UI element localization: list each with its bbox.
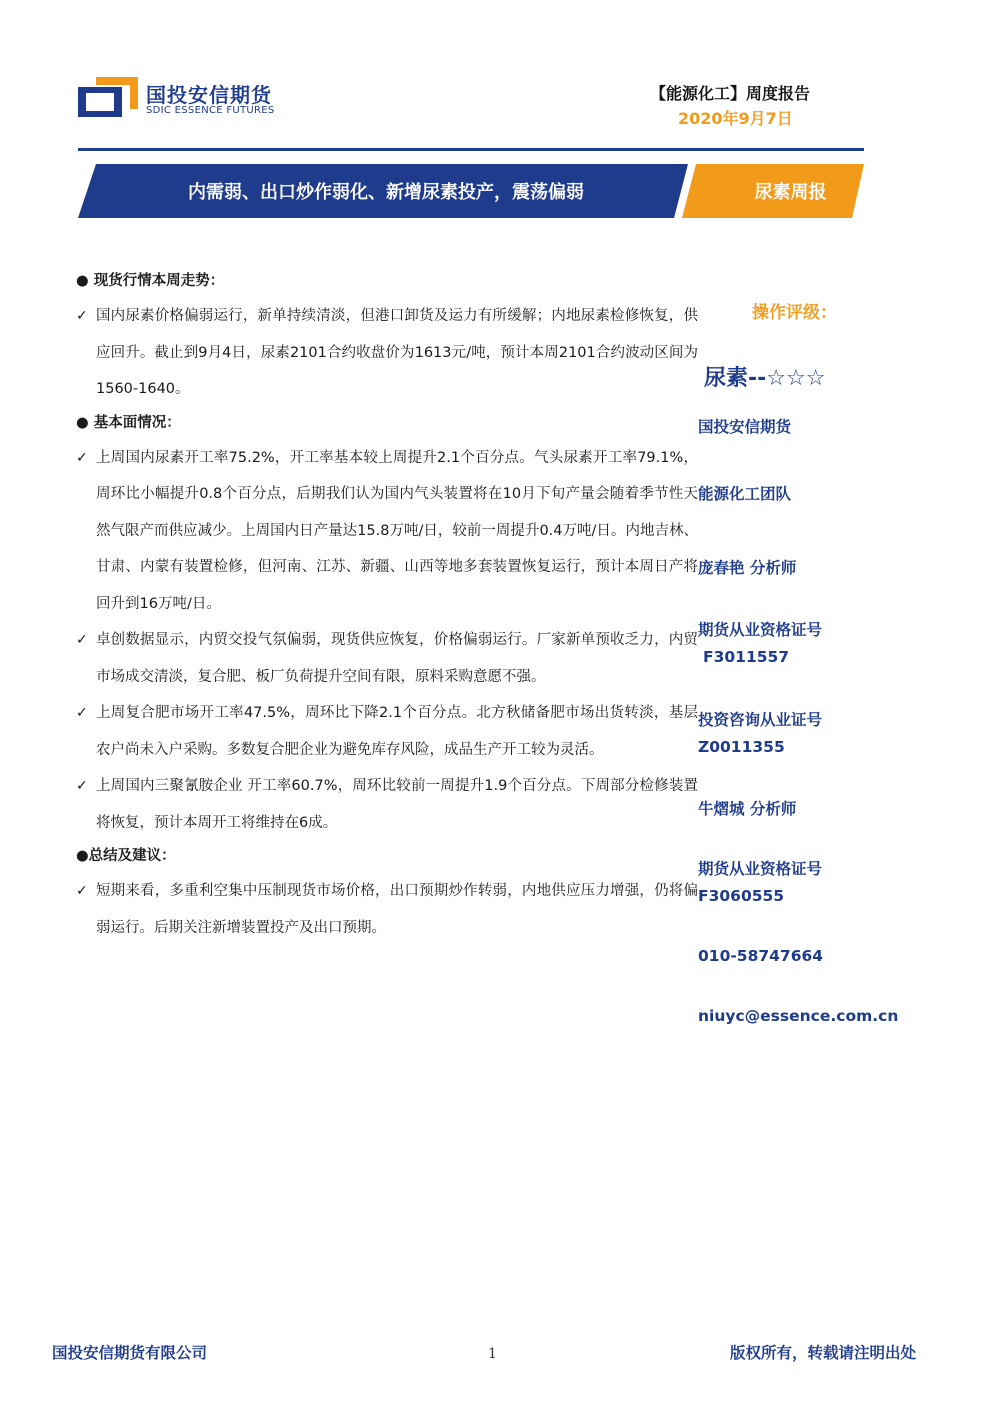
banner-tag: 尿素周报 xyxy=(754,182,827,203)
title-banner xyxy=(78,164,864,218)
check-mark-icon: ✓ xyxy=(76,308,88,324)
check-mark-icon: ✓ xyxy=(76,778,88,794)
cert-label: 期货从业资格证号 xyxy=(698,621,823,639)
section-heading: ● 现货行情本周走势： xyxy=(76,273,225,289)
list-item xyxy=(76,873,698,946)
report-type: 【能源化工】周度报告 xyxy=(650,84,811,103)
analyst-name: 牛熠城 分析师 xyxy=(698,800,797,818)
check-mark-icon: ✓ xyxy=(76,883,88,899)
logo-text-en: SDIC ESSENCE FUTURES xyxy=(146,105,275,116)
banner-title: 内需弱、出口炒作弱化、新增尿素投产，震荡偏弱 xyxy=(188,182,584,203)
company-logo xyxy=(78,73,308,123)
sidebar-company: 国投安信期货 xyxy=(698,418,792,436)
contact-email[interactable]: niuyc@essence.com.cn xyxy=(698,1007,899,1025)
report-body xyxy=(76,268,698,946)
section-heading: ●总结及建议： xyxy=(76,848,176,864)
list-item xyxy=(76,622,698,695)
list-item xyxy=(76,298,698,408)
cert-number: F3011557 xyxy=(703,648,790,666)
footer-company: 国投安信期货有限公司 xyxy=(52,1344,208,1362)
rating-label: 操作评级： xyxy=(752,303,837,323)
consult-number: Z0011355 xyxy=(698,738,785,756)
list-item-text: 短期来看，多重利空集中压制现货市场价格，出口预期炒作转弱，内地供应压力增强，仍将偏弱运行。后期关注新增装置投产及出口预期。 xyxy=(96,883,698,936)
header-divider xyxy=(78,148,864,151)
logo-text-cn: 国投安信期货 xyxy=(146,83,272,107)
check-mark-icon: ✓ xyxy=(76,632,88,648)
check-mark-icon: ✓ xyxy=(76,449,88,466)
list-item-text: 上周复合肥市场开工率47.5%，周环比下降2.1个百分点。北方秋储备肥市场出货转淡，基层农户尚未入户采购。多数复合肥企业为避免库存风险，成品生产开工较为灵活。 xyxy=(96,705,698,758)
list-item-text: 上周国内尿素开工率75.2%，开工率基本较上周提升2.1个百分点。气头尿素开工率79.1%，周环比小幅提升0.8个百分点，后期我们认为国内气头装置将在10月下旬产量会随着季节性天然气限产而供应减少。上周国内日产量达15.8万吨/日，较前一周提升0.4万吨/日。内地吉林、甘肃、内蒙有装置检修，但河南、江苏、新疆、山西等地多套装置恢复运行，预计本周日产将回升到16万吨/日。 xyxy=(96,449,698,612)
section-heading: ● 基本面情况： xyxy=(76,414,181,431)
list-item-text: 卓创数据显示，内贸交投气氛偏弱，现货供应恢复，价格偏弱运行。厂家新单预收乏力，内贸市场成交清淡，复合肥、板厂负荷提升空间有限，原料采购意愿不强。 xyxy=(96,632,698,685)
sidebar-team: 能源化工团队 xyxy=(698,485,792,503)
consult-label: 投资咨询从业证号 xyxy=(698,711,823,729)
list-item xyxy=(76,440,698,623)
rating-value: 尿素--☆☆☆ xyxy=(704,366,826,391)
list-item xyxy=(76,768,698,841)
list-item-text: 国内尿素价格偏弱运行，新单持续清淡，但港口卸货及运力有所缓解；内地尿素检修恢复，供应回升。截止到9月4日，尿素2101合约收盘价为1613元/吨，预计本周2101合约波动区间为1560-1640。 xyxy=(96,308,698,397)
logo-mark-icon xyxy=(78,77,138,119)
footer-copyright: 版权所有，转载请注明出处 xyxy=(730,1344,917,1362)
analyst-name: 庞春艳 分析师 xyxy=(698,559,797,577)
cert-number: F3060555 xyxy=(698,887,785,905)
cert-label: 期货从业资格证号 xyxy=(698,860,823,878)
check-mark-icon: ✓ xyxy=(76,705,88,721)
page-number: 1 xyxy=(488,1346,497,1362)
contact-phone: 010-58747664 xyxy=(698,947,824,965)
report-date: 2020年9月7日 xyxy=(678,109,793,128)
list-item xyxy=(76,695,698,768)
list-item-text: 上周国内三聚氰胺企业 开工率60.7%，周环比较前一周提升1.9个百分点。下周部分检修装置将恢复，预计本周开工将维持在6成。 xyxy=(96,778,698,831)
